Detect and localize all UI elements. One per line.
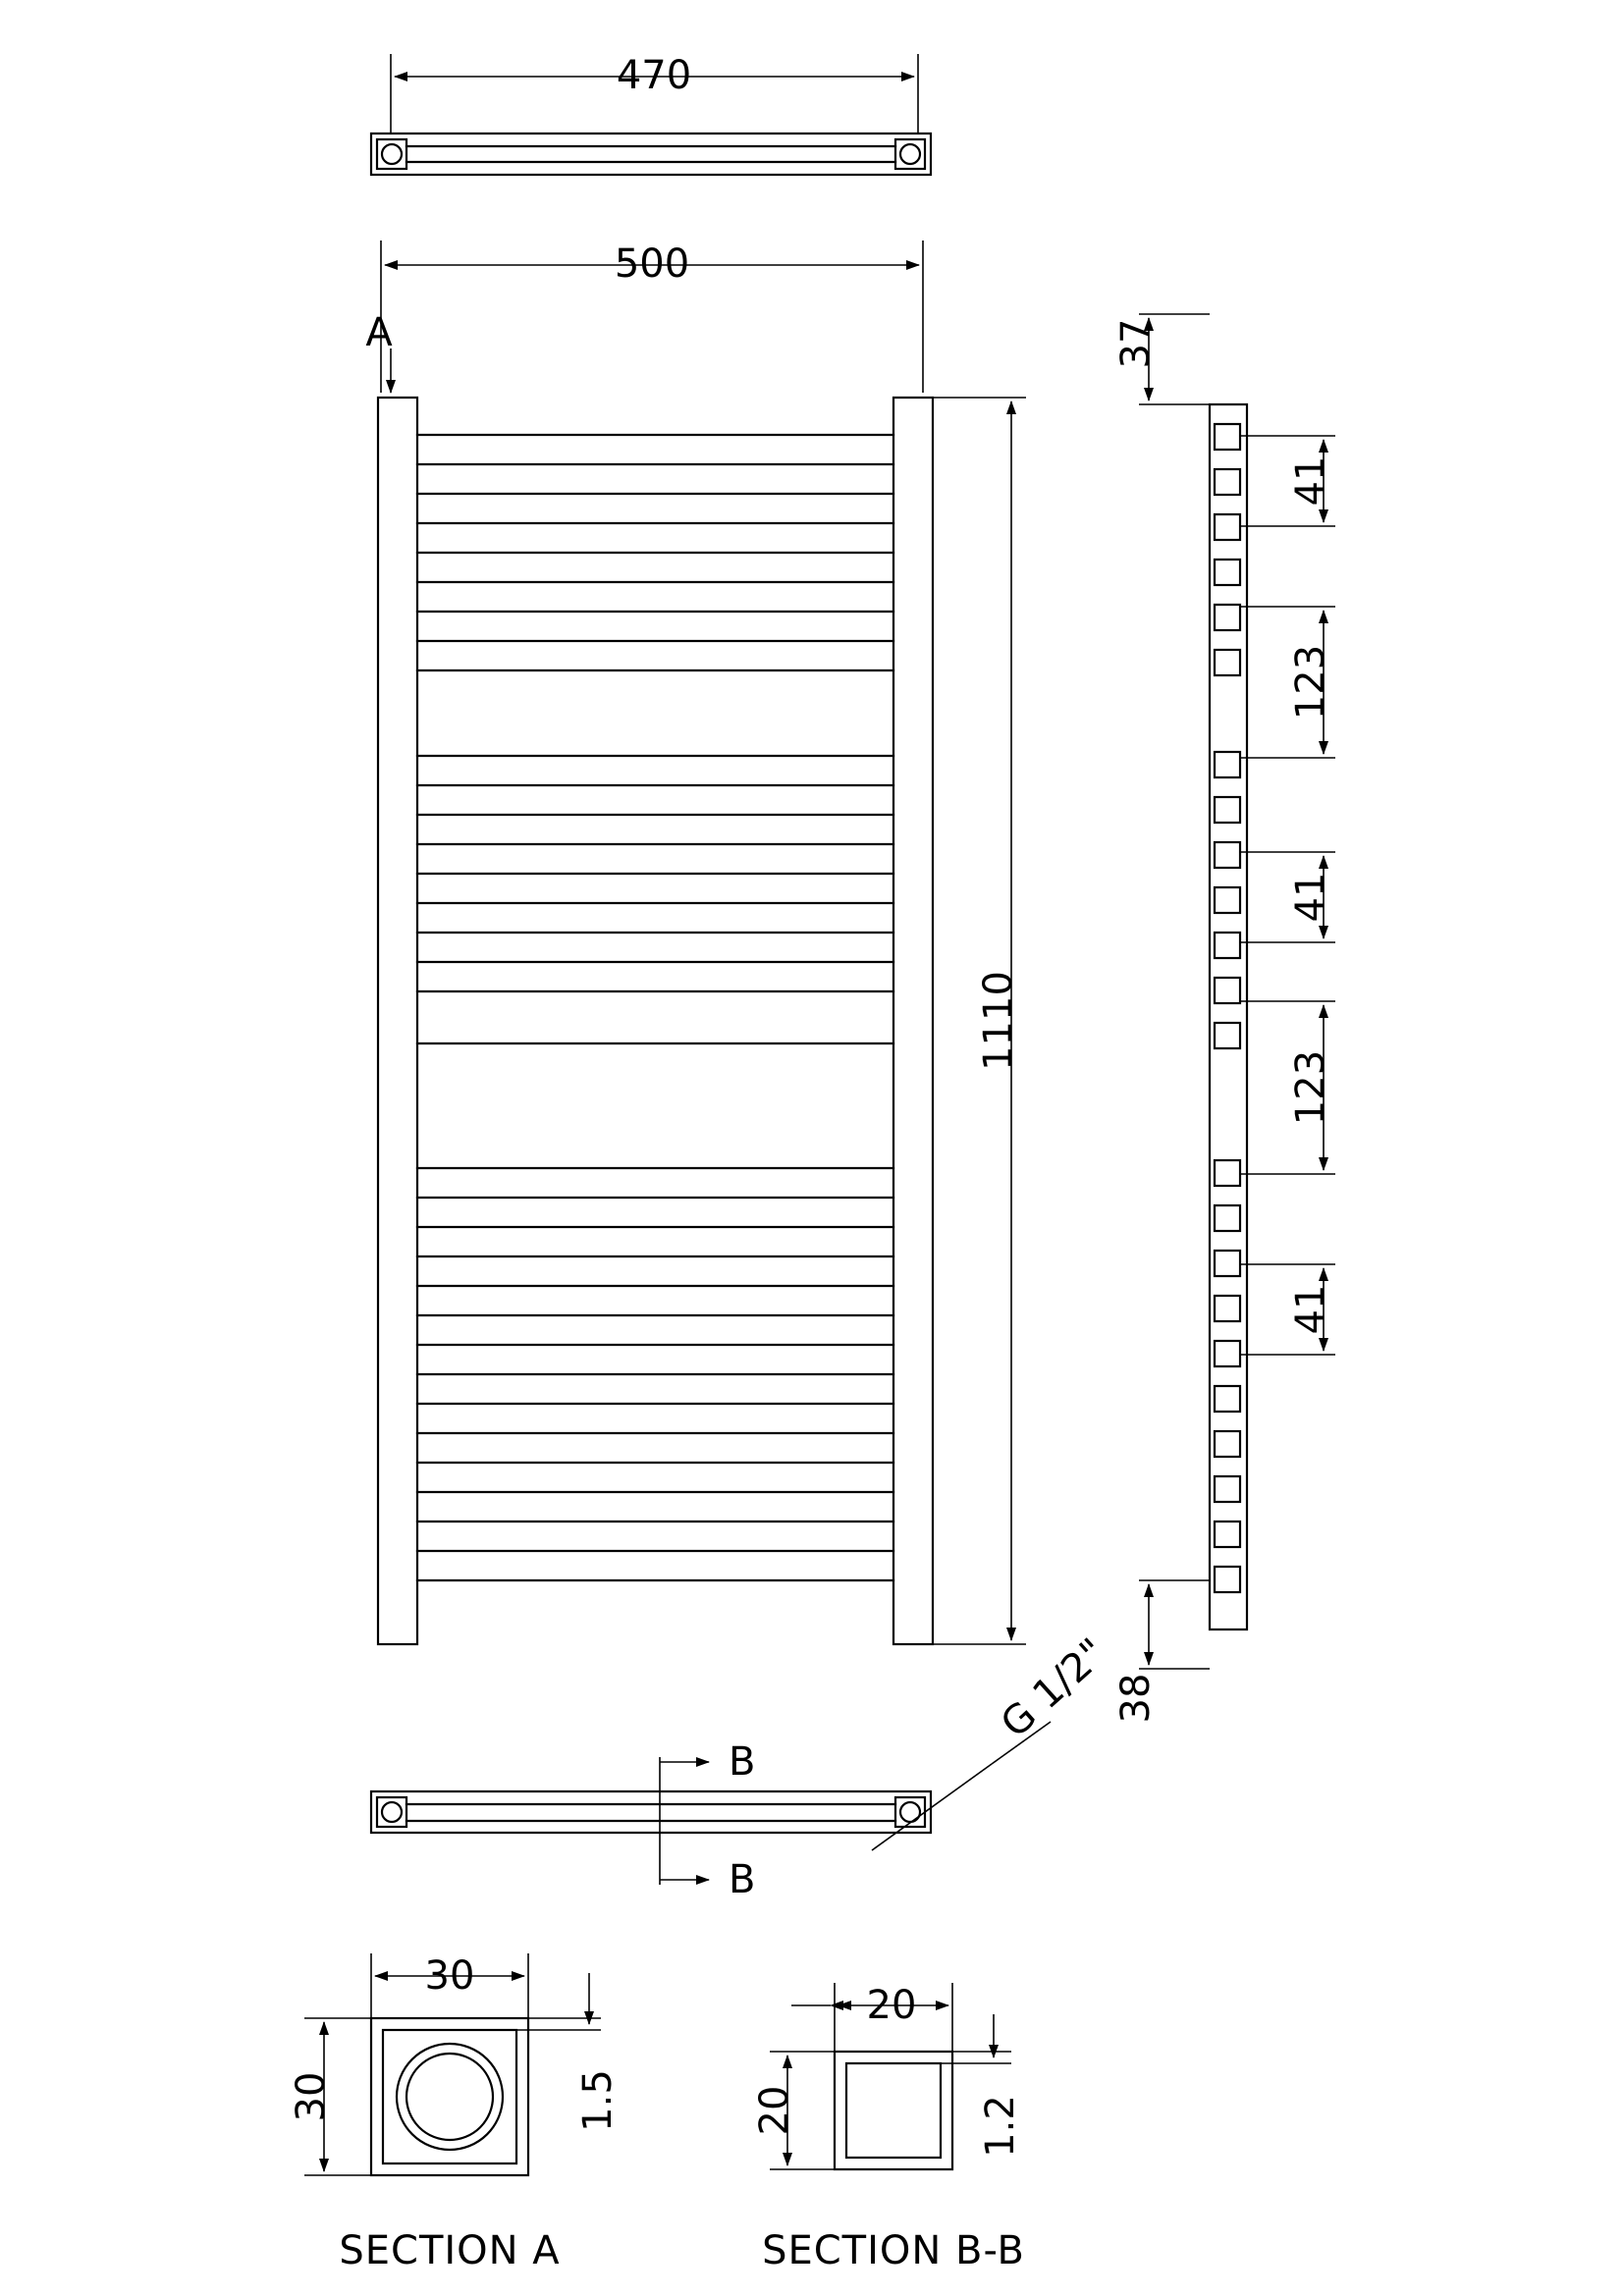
dim-section-bb-thickness: 1.2 — [978, 2095, 1023, 2158]
dim-bar-pitch-small-3: 41 — [1288, 1284, 1333, 1335]
dim-overall-width: 500 — [614, 241, 690, 287]
dim-overall-height: 1110 — [976, 971, 1021, 1071]
dim-bottom-offset: 38 — [1113, 1673, 1159, 1724]
dim-bar-pitch-large-2: 123 — [1288, 1049, 1333, 1126]
dim-bar-pitch-large-1: 123 — [1288, 644, 1333, 721]
front-elevation-view — [378, 240, 1026, 1644]
dim-section-bb-width: 20 — [866, 1983, 917, 2028]
bottom-plan-view — [371, 1722, 1051, 1885]
dim-bar-pitch-small-1: 41 — [1288, 455, 1333, 507]
dim-section-a-width: 30 — [424, 1953, 475, 1999]
caption-section-bb: SECTION B-B — [762, 2228, 1025, 2273]
dim-section-a-thickness: 1.5 — [575, 2069, 621, 2132]
section-mark-b-bottom: B — [729, 1857, 756, 1902]
side-elevation-view — [1139, 314, 1335, 1669]
dim-section-bb-height: 20 — [752, 2085, 797, 2136]
dim-top-bar-width: 470 — [616, 53, 692, 98]
section-mark-b-top: B — [729, 1739, 756, 1785]
section-mark-a: A — [365, 310, 393, 355]
caption-section-a: SECTION A — [339, 2228, 561, 2273]
dim-top-offset: 37 — [1113, 318, 1159, 369]
dim-connection-thread: G 1/2" — [992, 1629, 1115, 1747]
dim-section-a-height: 30 — [289, 2071, 334, 2122]
dim-bar-pitch-small-2: 41 — [1288, 872, 1333, 923]
towel-rail-bars — [417, 435, 893, 1580]
